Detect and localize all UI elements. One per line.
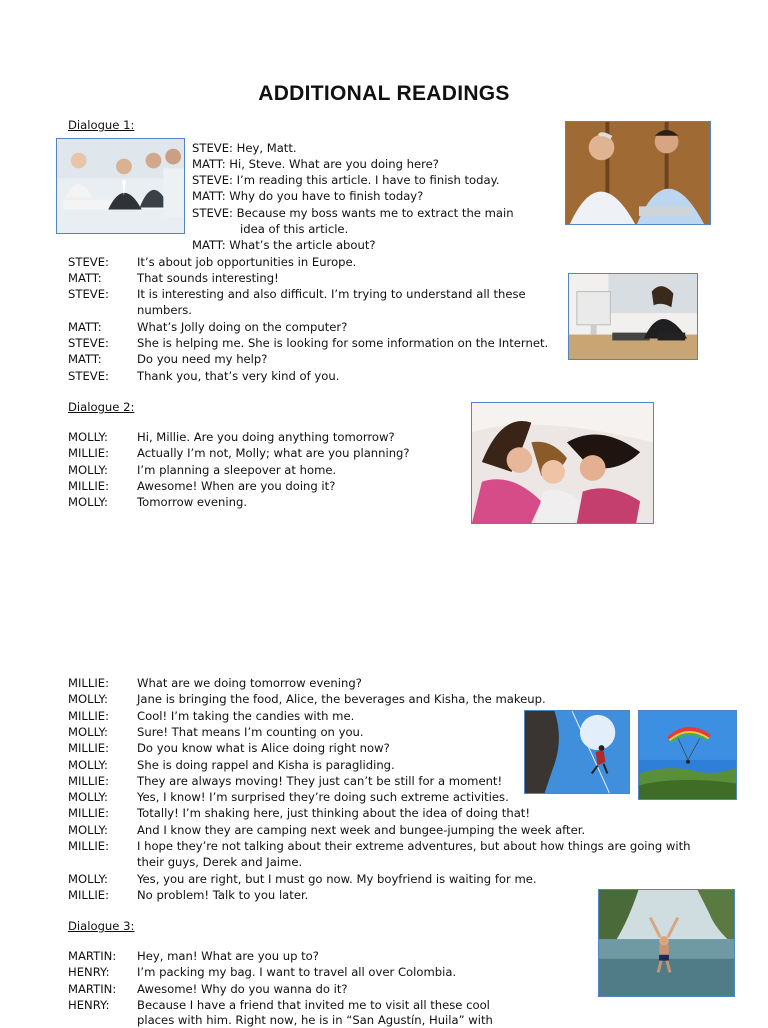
dialogue-text: I’m packing my bag. I want to travel all over Colombia. bbox=[137, 965, 457, 979]
speaker-label: STEVE: bbox=[68, 287, 109, 301]
speaker-label: MOLLY: bbox=[68, 725, 108, 739]
speaker-label: STEVE: bbox=[68, 336, 109, 350]
dialogue-text: What are we doing tomorrow evening? bbox=[137, 676, 362, 690]
dialogue-text: She is helping me. She is looking for some information on the Internet. bbox=[137, 336, 549, 350]
dialogue-text: Jane is bringing the food, Alice, the beverages and Kisha, the makeup. bbox=[137, 692, 546, 706]
sleepover-girls-photo bbox=[471, 402, 654, 524]
speaker-label: MILLIE: bbox=[68, 446, 109, 460]
speaker-label: MOLLY: bbox=[68, 692, 108, 706]
dialogue-text: Do you know what is Alice doing right now? bbox=[137, 741, 390, 755]
speaker-label: MILLIE: bbox=[68, 741, 109, 755]
speaker-label: MILLIE: bbox=[68, 806, 109, 820]
speaker-label: MILLIE: bbox=[68, 479, 109, 493]
speaker-label: STEVE: bbox=[68, 255, 109, 269]
speaker-label: MOLLY: bbox=[68, 758, 108, 772]
dialogue-text: places with him. Right now, he is in “San Agustín, Huila” with bbox=[137, 1013, 493, 1027]
dialogue-text: It is interesting and also difficult. I’m trying to understand all these bbox=[137, 287, 526, 301]
speaker-label: MILLIE: bbox=[68, 676, 109, 690]
speaker-label: MILLIE: bbox=[68, 839, 109, 853]
dialogue-text: Yes, you are right, but I must go now. My boyfriend is waiting for me. bbox=[137, 872, 537, 886]
office-meeting-photo bbox=[56, 138, 185, 234]
woman-at-computer-photo bbox=[568, 273, 698, 360]
dialogue-text: Actually I’m not, Molly; what are you planning? bbox=[137, 446, 410, 460]
dialogue-text: She is doing rappel and Kisha is paragliding. bbox=[137, 758, 395, 772]
paragliding-photo bbox=[638, 710, 737, 800]
dialogue-text: They are always moving! They just can’t be still for a moment! bbox=[137, 774, 503, 788]
dialogue-text: Sure! That means I’m counting on you. bbox=[137, 725, 364, 739]
dialogue-text: I hope they’re not talking about their extreme adventures, but about how things are going with bbox=[137, 839, 691, 853]
lake-jump-photo bbox=[598, 889, 735, 997]
dialogue-text: That sounds interesting! bbox=[137, 271, 279, 285]
dialogue-text: Yes, I know! I’m surprised they’re doing such extreme activities. bbox=[137, 790, 509, 804]
speaker-label: MARTIN: bbox=[68, 982, 117, 996]
dialogue-text: Do you need my help? bbox=[137, 352, 268, 366]
dialogue-text: Because I have a friend that invited me to visit all these cool bbox=[137, 998, 490, 1012]
speaker-label: MOLLY: bbox=[68, 495, 108, 509]
dialogue-text: Awesome! When are you doing it? bbox=[137, 479, 336, 493]
speaker-label: MATT: bbox=[68, 271, 102, 285]
dialogue-text: No problem! Talk to you later. bbox=[137, 888, 309, 902]
dialogue-text: Cool! I’m taking the candies with me. bbox=[137, 709, 355, 723]
speaker-label: MILLIE: bbox=[68, 888, 109, 902]
dialogue-1-heading: Dialogue 1: bbox=[68, 118, 135, 132]
dialogue-text: Hey, man! What are you up to? bbox=[137, 949, 319, 963]
dialogue-line: MATT: Hi, Steve. What are you doing here? bbox=[192, 157, 439, 171]
speaker-label: MOLLY: bbox=[68, 872, 108, 886]
dialogue-line: STEVE: I’m reading this article. I have to finish today. bbox=[192, 173, 500, 187]
dialogue-text: And I know they are camping next week and bungee-jumping the week after. bbox=[137, 823, 586, 837]
dialogue-line: MATT: Why do you have to finish today? bbox=[192, 189, 424, 203]
dialogue-text: Tomorrow evening. bbox=[137, 495, 248, 509]
speaker-label: MOLLY: bbox=[68, 430, 108, 444]
dialogue-line: STEVE: Hey, Matt. bbox=[192, 141, 297, 155]
speaker-label: MOLLY: bbox=[68, 790, 108, 804]
dialogue-text: numbers. bbox=[137, 303, 192, 317]
dialogue-text: their guys, Derek and Jaime. bbox=[137, 855, 303, 869]
dialogue-text: Hi, Millie. Are you doing anything tomorrow? bbox=[137, 430, 395, 444]
speaker-label: MATT: bbox=[68, 352, 102, 366]
speaker-label: HENRY: bbox=[68, 965, 110, 979]
page-title: ADDITIONAL READINGS bbox=[258, 82, 510, 105]
dialogue-3-heading: Dialogue 3: bbox=[68, 919, 135, 933]
speaker-label: MOLLY: bbox=[68, 463, 108, 477]
dialogue-text: Awesome! Why do you wanna do it? bbox=[137, 982, 348, 996]
dialogue-text: It’s about job opportunities in Europe. bbox=[137, 255, 357, 269]
speaker-label: MOLLY: bbox=[68, 823, 108, 837]
speaker-label: MARTIN: bbox=[68, 949, 117, 963]
speaker-label: STEVE: bbox=[68, 369, 109, 383]
dialogue-line: idea of this article. bbox=[240, 222, 349, 236]
speaker-label: MILLIE: bbox=[68, 774, 109, 788]
dialogue-2-heading: Dialogue 2: bbox=[68, 400, 135, 414]
dialogue-text: What’s Jolly doing on the computer? bbox=[137, 320, 348, 334]
dialogue-text: Thank you, that’s very kind of you. bbox=[137, 369, 340, 383]
speaker-label: MILLIE: bbox=[68, 709, 109, 723]
dialogue-text: Totally! I’m shaking here, just thinking about the idea of doing that! bbox=[137, 806, 530, 820]
dialogue-line: STEVE: Because my boss wants me to extract the main bbox=[192, 206, 514, 220]
dialogue-line: MATT: What’s the article about? bbox=[192, 238, 376, 252]
dialogue-text: I’m planning a sleepover at home. bbox=[137, 463, 337, 477]
speaker-label: HENRY: bbox=[68, 998, 110, 1012]
boss-and-employee-photo bbox=[565, 121, 711, 225]
speaker-label: MATT: bbox=[68, 320, 102, 334]
rappel-climber-photo bbox=[524, 710, 630, 794]
